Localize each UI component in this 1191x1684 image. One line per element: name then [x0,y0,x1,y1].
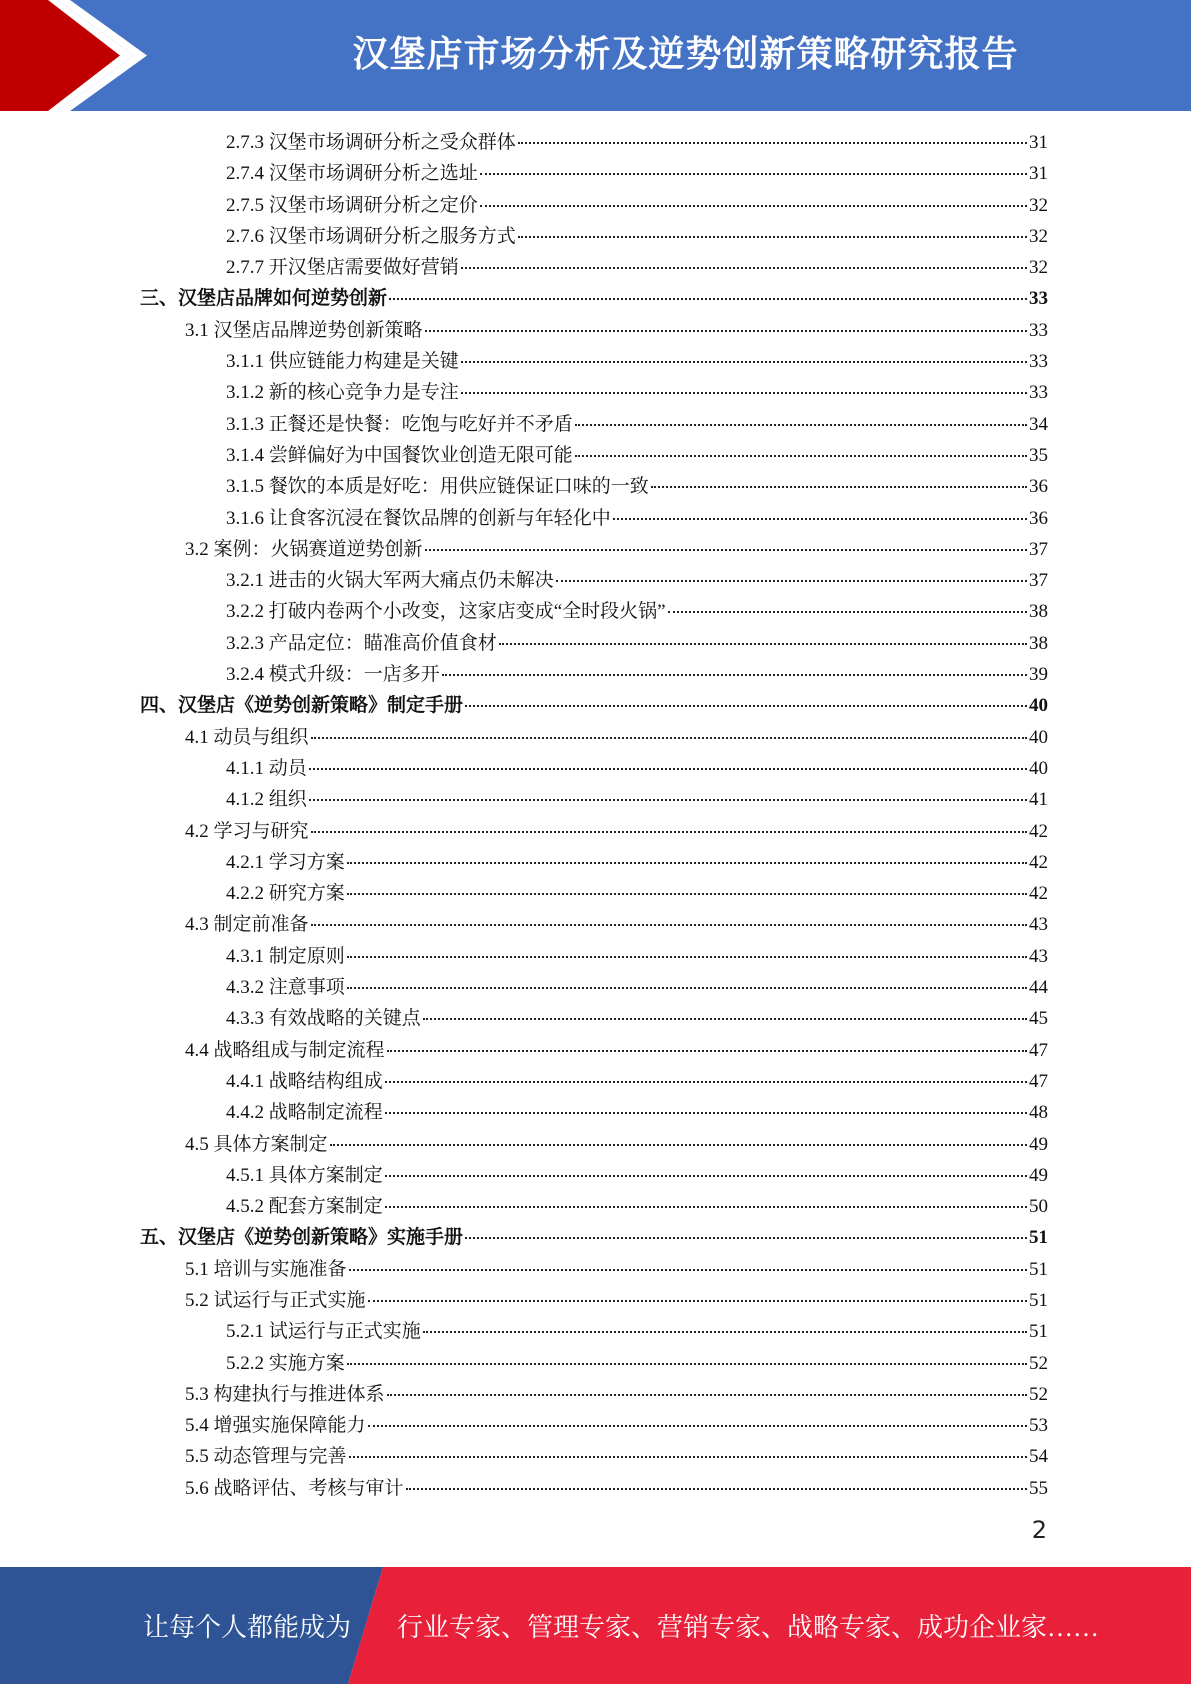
toc-entry[interactable] [140,409,1048,440]
toc-entry-title: 2.7.5 汉堡市场调研分析之定价 [226,194,478,216]
toc-dot-leader [406,1488,1027,1490]
toc-dot-leader [385,1175,1027,1177]
page-number: 2 [1031,1516,1047,1544]
toc-entry-page: 52 [1029,1352,1048,1374]
toc-entry-title: 3.2.3 产品定位：瞄准高价值食材 [226,632,497,654]
toc-dot-leader [518,236,1027,238]
toc-entry-title: 4.2 学习与研究 [185,820,309,842]
toc-entry[interactable] [140,941,1048,972]
toc-entry[interactable] [140,252,1048,283]
toc-entry-title: 4.3.2 注意事项 [226,977,345,999]
red-chevron-decoration [0,0,160,111]
toc-entry[interactable] [140,909,1048,940]
toc-entry[interactable] [140,816,1048,847]
toc-entry-title: 5.3 构建执行与推进体系 [185,1383,385,1405]
toc-dot-leader [311,737,1027,739]
toc-entry[interactable] [140,1066,1048,1097]
toc-entry[interactable] [140,1129,1048,1160]
toc-dot-leader [387,1394,1027,1396]
toc-entry-page: 32 [1029,194,1048,216]
toc-dot-leader [311,831,1027,833]
toc-entry-title: 3.1 汉堡店品牌逆势创新策略 [185,319,423,341]
toc-entry-page: 38 [1029,632,1048,654]
footer-slogan-left: 让每个人都能成为 [143,1613,352,1642]
toc-entry-page: 51 [1029,1321,1048,1343]
toc-entry-title: 4.3.1 制定原则 [226,945,345,967]
toc-entry-page: 38 [1029,601,1048,623]
toc-entry[interactable] [140,1097,1048,1128]
toc-entry-title: 4.3.3 有效战略的关键点 [226,1008,421,1030]
toc-entry-page: 49 [1029,1133,1048,1155]
toc-dot-leader [556,580,1027,582]
toc-entry[interactable] [140,1003,1048,1034]
toc-entry-title: 3.2.2 打破内卷两个小改变，这家店变成“全时段火锅” [226,601,666,623]
toc-entry[interactable] [140,1222,1048,1253]
toc-entry-page: 40 [1029,726,1048,748]
toc-entry[interactable] [140,127,1048,158]
toc-entry-page: 47 [1029,1039,1048,1061]
toc-entry-title: 4.4.2 战略制定流程 [226,1102,383,1124]
toc-entry-page: 41 [1029,789,1048,811]
toc-entry[interactable] [140,440,1048,471]
table-of-contents [140,127,1048,1504]
toc-dot-leader [465,705,1027,707]
toc-entry-page: 40 [1029,757,1048,779]
toc-entry-title: 4.5 具体方案制定 [185,1133,328,1155]
toc-dot-leader [349,1456,1027,1458]
toc-dot-leader [385,1206,1027,1208]
toc-dot-leader [349,1269,1027,1271]
toc-entry-page: 37 [1029,570,1048,592]
toc-entry-page: 33 [1029,288,1048,310]
toc-entry-page: 32 [1029,225,1048,247]
toc-entry-title: 4.1.2 组织 [226,789,307,811]
toc-entry-page: 37 [1029,538,1048,560]
toc-entry-page: 36 [1029,507,1048,529]
toc-entry[interactable] [140,1441,1048,1472]
toc-entry-page: 43 [1029,945,1048,967]
toc-entry-page: 40 [1029,695,1048,717]
toc-dot-leader [385,1112,1027,1114]
toc-entry-page: 52 [1029,1383,1048,1405]
toc-dot-leader [651,486,1027,488]
toc-entry[interactable] [140,1254,1048,1285]
toc-dot-leader [347,987,1027,989]
toc-entry[interactable] [140,158,1048,189]
toc-dot-leader [423,1331,1027,1333]
toc-entry[interactable] [140,1191,1048,1222]
toc-entry[interactable] [140,346,1048,377]
toc-dot-leader [387,1050,1027,1052]
toc-entry-title: 5.2.2 实施方案 [226,1352,345,1374]
toc-entry-page: 31 [1029,163,1048,185]
toc-entry-page: 44 [1029,977,1048,999]
toc-entry-page: 31 [1029,132,1048,153]
toc-dot-leader [575,424,1027,426]
toc-dot-leader [311,924,1027,926]
toc-entry-page: 48 [1029,1102,1048,1124]
toc-entry-title: 2.7.6 汉堡市场调研分析之服务方式 [226,225,516,247]
toc-entry-page: 50 [1029,1196,1048,1218]
toc-entry-page: 54 [1029,1446,1048,1468]
footer-slogan-right: 行业专家、管理专家、营销专家、战略专家、成功企业家…… [397,1613,1100,1642]
toc-entry-page: 32 [1029,257,1048,279]
toc-entry[interactable] [140,878,1048,909]
toc-entry-title: 5.2.1 试运行与正式实施 [226,1321,421,1343]
toc-entry-title: 4.1.1 动员 [226,757,307,779]
toc-dot-leader [613,518,1027,520]
toc-entry-page: 51 [1029,1289,1048,1311]
toc-entry-page: 36 [1029,476,1048,498]
toc-entry[interactable] [140,1410,1048,1441]
toc-dot-leader [668,611,1027,613]
toc-entry-title: 4.2.2 研究方案 [226,883,345,905]
toc-dot-leader [347,893,1027,895]
toc-entry-page: 51 [1029,1258,1048,1280]
toc-dot-leader [499,643,1027,645]
toc-entry-title: 5.4 增强实施保障能力 [185,1415,366,1437]
toc-entry[interactable] [140,221,1048,252]
toc-entry[interactable] [140,628,1048,659]
toc-entry[interactable] [140,1316,1048,1347]
toc-entry-title: 2.7.7 开汉堡店需要做好营销 [226,257,459,279]
header-banner [0,0,1191,111]
toc-entry[interactable] [140,659,1048,690]
toc-dot-leader [347,1363,1027,1365]
toc-entry-title: 2.7.3 汉堡市场调研分析之受众群体 [226,132,516,153]
toc-entry-page: 33 [1029,319,1048,341]
toc-entry-page: 35 [1029,444,1048,466]
toc-entry[interactable] [140,1348,1048,1379]
toc-dot-leader [309,768,1027,770]
toc-dot-leader [461,267,1027,269]
toc-entry-page: 42 [1029,820,1048,842]
toc-dot-leader [368,1425,1027,1427]
toc-entry-title: 4.1 动员与组织 [185,726,309,748]
toc-entry-page: 33 [1029,351,1048,373]
toc-entry[interactable] [140,690,1048,721]
toc-dot-leader [480,205,1027,207]
toc-entry-page: 49 [1029,1164,1048,1186]
toc-dot-leader [423,1018,1027,1020]
toc-entry-title: 5.1 培训与实施准备 [185,1258,347,1280]
toc-entry-title: 3.1.1 供应链能力构建是关键 [226,351,459,373]
toc-entry-title: 五、汉堡店《逆势创新策略》实施手册 [140,1227,464,1249]
footer-banner [0,1567,1191,1684]
toc-dot-leader [442,674,1027,676]
toc-dot-leader [385,1081,1027,1083]
toc-entry[interactable] [140,1160,1048,1191]
toc-entry-title: 四、汉堡店《逆势创新策略》制定手册 [140,695,464,717]
toc-entry-title: 3.1.2 新的核心竞争力是专注 [226,382,459,404]
toc-entry-title: 4.5.2 配套方案制定 [226,1196,383,1218]
toc-entry-page: 42 [1029,883,1048,905]
toc-entry-title: 4.4.1 战略结构组成 [226,1070,383,1092]
toc-dot-leader [425,330,1027,332]
toc-dot-leader [575,455,1027,457]
toc-entry-page: 51 [1029,1227,1048,1249]
toc-entry-page: 33 [1029,382,1048,404]
toc-dot-leader [330,1144,1027,1146]
toc-entry-title: 2.7.4 汉堡市场调研分析之选址 [226,163,478,185]
toc-dot-leader [309,799,1027,801]
toc-dot-leader [461,361,1027,363]
toc-entry-title: 5.6 战略评估、考核与审计 [185,1477,404,1499]
toc-entry-title: 3.1.4 尝鲜偏好为中国餐饮业创造无限可能 [226,444,573,466]
toc-dot-leader [480,173,1027,175]
toc-entry[interactable] [140,753,1048,784]
toc-dot-leader [389,298,1027,300]
toc-entry-title: 3.1.5 餐饮的本质是好吃：用供应链保证口味的一致 [226,476,649,498]
toc-dot-leader [347,956,1027,958]
toc-entry-page: 47 [1029,1070,1048,1092]
toc-entry[interactable] [140,283,1048,314]
toc-entry[interactable] [140,596,1048,627]
toc-dot-leader [461,392,1027,394]
toc-entry[interactable] [140,1285,1048,1316]
toc-entry[interactable] [140,377,1048,408]
toc-entry[interactable] [140,1035,1048,1066]
toc-entry-title: 4.4 战略组成与制定流程 [185,1039,385,1061]
toc-entry[interactable] [140,722,1048,753]
toc-entry[interactable] [140,565,1048,596]
toc-entry[interactable] [140,972,1048,1003]
toc-entry[interactable] [140,471,1048,502]
toc-dot-leader [518,142,1027,144]
toc-entry-page: 43 [1029,914,1048,936]
toc-dot-leader [347,862,1027,864]
toc-entry-page: 45 [1029,1008,1048,1030]
toc-dot-leader [368,1300,1027,1302]
toc-entry-title: 3.2.1 进击的火锅大军两大痛点仍未解决 [226,570,554,592]
toc-entry-title: 4.5.1 具体方案制定 [226,1164,383,1186]
toc-entry-page: 39 [1029,664,1048,686]
toc-entry-title: 3.1.3 正餐还是快餐：吃饱与吃好并不矛盾 [226,413,573,435]
toc-dot-leader [465,1237,1027,1239]
toc-entry-title: 3.2 案例：火锅赛道逆势创新 [185,538,423,560]
toc-entry[interactable] [140,847,1048,878]
toc-dot-leader [425,549,1027,551]
toc-entry-title: 4.2.1 学习方案 [226,851,345,873]
toc-entry[interactable] [140,784,1048,815]
toc-entry-page: 42 [1029,851,1048,873]
toc-entry-title: 3.1.6 让食客沉浸在餐饮品牌的创新与年轻化中 [226,507,611,529]
toc-entry[interactable] [140,503,1048,534]
toc-entry-title: 三、汉堡店品牌如何逆势创新 [140,288,388,310]
toc-entry-page: 34 [1029,413,1048,435]
toc-entry[interactable] [140,190,1048,221]
toc-entry-title: 5.5 动态管理与完善 [185,1446,347,1468]
toc-entry-title: 3.2.4 模式升级：一店多开 [226,664,440,686]
toc-entry-page: 53 [1029,1415,1048,1437]
toc-entry[interactable] [140,1473,1048,1504]
toc-entry-title: 5.2 试运行与正式实施 [185,1289,366,1311]
toc-entry-page: 55 [1029,1477,1048,1499]
report-title: 汉堡店市场分析及逆势创新策略研究报告 [352,34,1019,75]
toc-entry-title: 4.3 制定前准备 [185,914,309,936]
toc-entry[interactable] [140,1379,1048,1410]
toc-entry[interactable] [140,315,1048,346]
toc-entry[interactable] [140,534,1048,565]
